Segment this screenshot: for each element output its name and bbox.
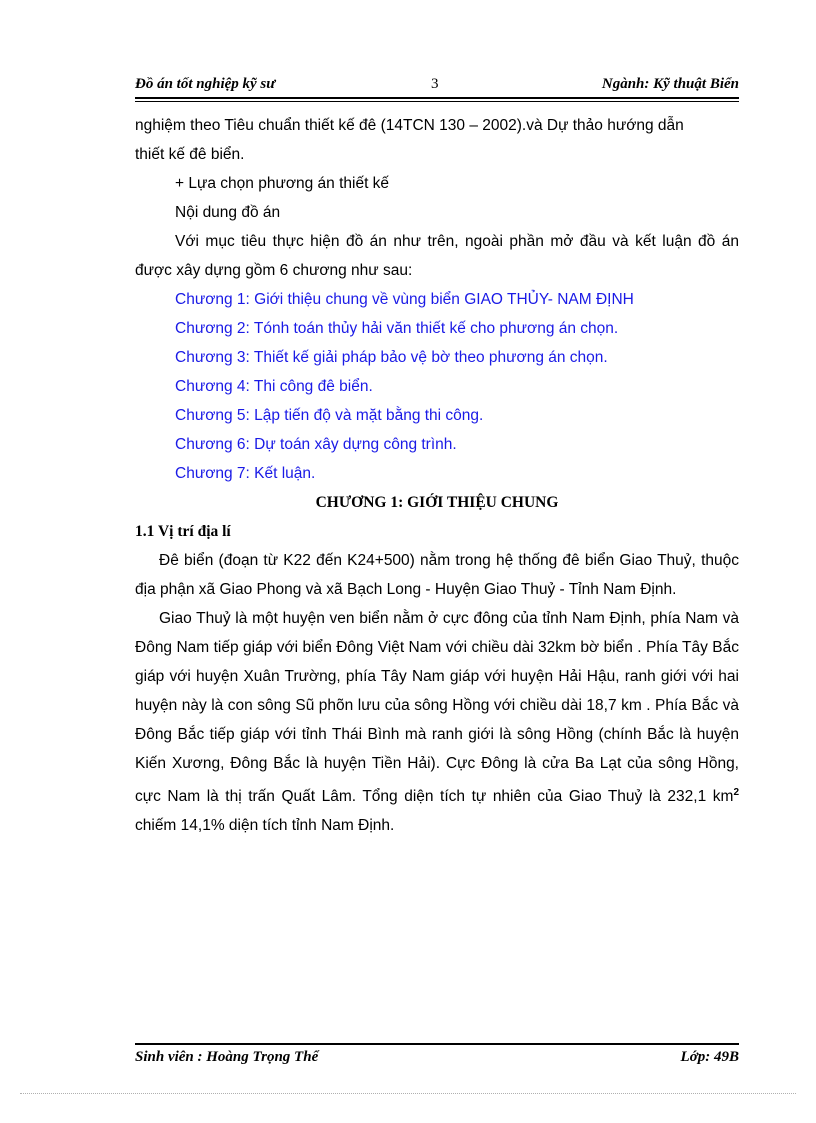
intro-goal: Với mục tiêu thực hiện đồ án như trên, ngoài phần mở đầu và kết luận đồ án được xây dựng gồm 6 chương như sau: [135, 233, 739, 279]
header-major: Ngành: Kỹ thuật Biển [601, 76, 739, 92]
page-edge-divider [20, 1093, 796, 1094]
chapter-list [135, 285, 739, 488]
intro-line-1: nghiệm theo Tiêu chuẩn thiết kế đê (14TCN 130 – 2002).và Dự thảo hướng dẫn [135, 117, 684, 134]
page-body [135, 111, 739, 840]
section-paragraph-2 [135, 604, 739, 840]
paragraph-2-end: chiếm 14,1% diện tích tỉnh Nam Định. [135, 817, 395, 835]
header-rule-thin [135, 101, 739, 102]
page-header [135, 74, 739, 98]
chapter-link[interactable]: Chương 5: Lập tiến độ và mặt bằng thi công. [175, 407, 484, 424]
chapter-link[interactable]: Chương 4: Thi công đê biển. [175, 378, 373, 395]
section-title: 1.1 Vị trí địa lí [135, 523, 231, 540]
header-page-number: 3 [431, 76, 439, 92]
chapter-link[interactable]: Chương 7: Kết luận. [175, 465, 316, 482]
superscript: 2 [733, 787, 739, 798]
header-rule [135, 97, 739, 99]
intro-line-2: thiết kế đê biển. [135, 146, 245, 163]
footer-class: Lớp: 49B [680, 1049, 739, 1065]
chapter-title: CHƯƠNG 1: GIỚI THIỆU CHUNG [315, 494, 559, 511]
section-paragraph-1: Đê biển (đoạn từ K22 đến K24+500) nằm trong hệ thống đê biển Giao Thuỷ, thuộc địa phận xã Giao Phong và xã Bạch Long - Huyện Giao Thuỷ - Tỉnh Nam Định. [135, 552, 739, 598]
footer-student: Sinh viên : Hoàng Trọng Thể [135, 1049, 319, 1065]
intro-content: Nội dung đồ án [175, 204, 281, 221]
chapter-link[interactable]: Chương 1: Giới thiệu chung về vùng biển GIAO THỦY- NAM ĐỊNH [175, 291, 634, 308]
chapter-link[interactable]: Chương 2: Tónh toán thủy hải văn thiết kế cho phương án chọn. [175, 320, 619, 337]
chapter-link[interactable]: Chương 6: Dự toán xây dựng công trình. [175, 436, 457, 453]
chapter-link[interactable]: Chương 3: Thiết kế giải pháp bảo vệ bờ theo phương án chọn. [175, 349, 608, 366]
paragraph-2-text: Giao Thuỷ là một huyện ven biển nằm ở cực đông của tỉnh Nam Định, phía Nam và Đông Nam tiếp giáp với biển Đông Việt Nam với chiều dài 32km bờ biển . Phía Tây Bắc giáp với huyện Xuân Trường, phía Tây Nam giáp với huyện Hải Hậu, ranh giới với hai huyện này là con sông Sũ phõn lưu của sông Hồng với chiều dài 18,7 km . Phía Bắc và Đông Bắc tiếp giáp với tỉnh Thái Bình mà ranh giới là sông Hồng (chính Bắc là huyện Kiến Xương, Đông Bắc là huyện Tiền Hải). Cực Đông là cửa Ba Lạt của sông Hồng, cực Nam là thị trấn Quất Lâm. Tổng diện tích tự nhiên của Giao Thuỷ là 232,1 km [135, 610, 739, 806]
intro-choose: + Lựa chọn phương án thiết kế [175, 175, 390, 192]
header-thesis-title: Đồ án tốt nghiệp kỹ sư [135, 76, 276, 92]
footer-rule [135, 1043, 739, 1045]
